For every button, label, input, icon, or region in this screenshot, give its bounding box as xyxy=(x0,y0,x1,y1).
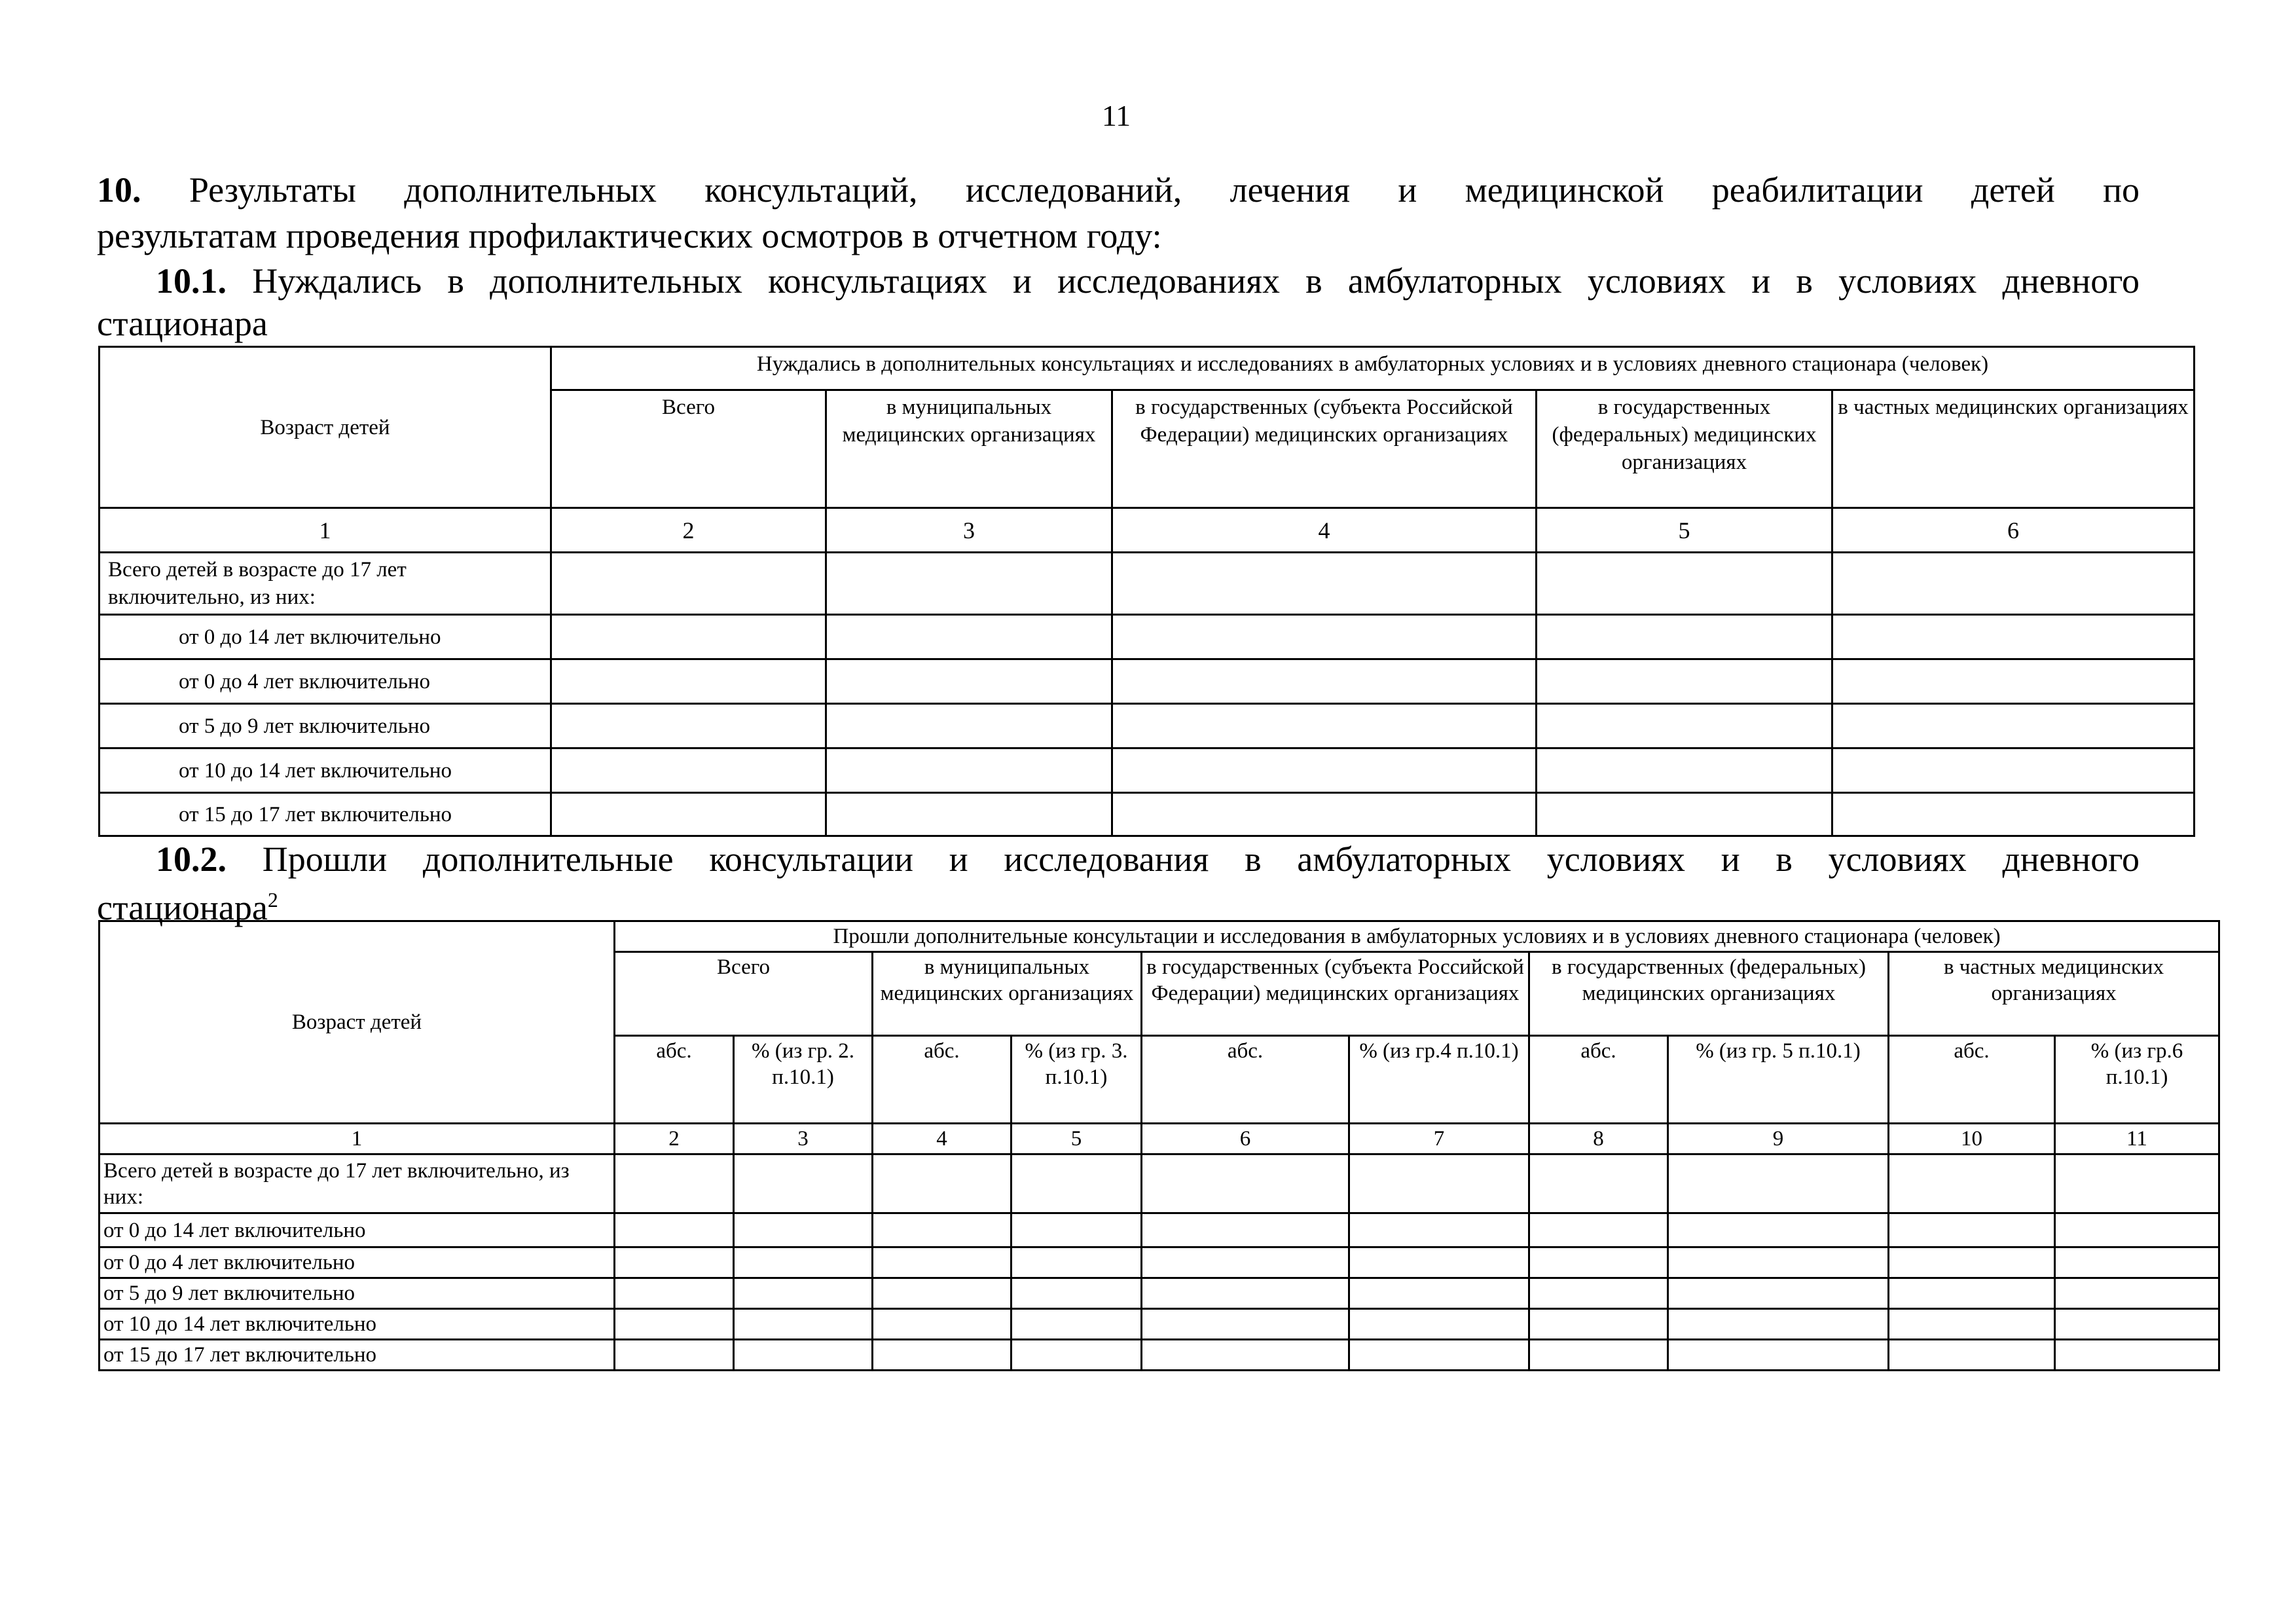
t2-cell[interactable] xyxy=(1011,1340,1142,1371)
t1-cell[interactable] xyxy=(1112,793,1537,836)
t2-col-municipal: в муниципальных медицинских организациях xyxy=(873,952,1142,1036)
t2-cell[interactable] xyxy=(734,1247,873,1278)
t1-cell[interactable] xyxy=(1537,615,1832,659)
t1-cell[interactable] xyxy=(826,553,1112,615)
t2-cell[interactable] xyxy=(1889,1278,2055,1309)
t2-cell[interactable] xyxy=(734,1213,873,1247)
t2-cell[interactable] xyxy=(1529,1154,1668,1213)
t1-row-label: от 0 до 4 лет включительно xyxy=(100,659,551,704)
t2-cell[interactable] xyxy=(1142,1278,1349,1309)
t2-colnum: 7 xyxy=(1349,1124,1529,1154)
t2-colnum: 10 xyxy=(1889,1124,2055,1154)
t1-group-header: Нуждались в дополнительных консультациях и исследованиях в амбулаторных условиях и в условиях дневного стационара (человек) xyxy=(551,347,2195,390)
t2-cell[interactable] xyxy=(2055,1247,2219,1278)
t1-cell[interactable] xyxy=(826,659,1112,704)
t1-colnum: 2 xyxy=(551,508,826,553)
t2-cell[interactable] xyxy=(2055,1340,2219,1371)
t2-cell[interactable] xyxy=(734,1340,873,1371)
t1-row-label: Всего детей в возрасте до 17 лет включительно, из них: xyxy=(100,553,551,615)
t1-col-private: в частных медицинских организациях xyxy=(1832,390,2195,508)
t1-cell[interactable] xyxy=(551,793,826,836)
t2-cell[interactable] xyxy=(1529,1213,1668,1247)
t2-cell[interactable] xyxy=(2055,1309,2219,1340)
t2-colnum: 3 xyxy=(734,1124,873,1154)
t2-cell[interactable] xyxy=(615,1278,734,1309)
t2-cell[interactable] xyxy=(873,1213,1011,1247)
t2-abs-header: абс. xyxy=(1889,1036,2055,1124)
t2-cell[interactable] xyxy=(1529,1309,1668,1340)
t1-cell[interactable] xyxy=(551,553,826,615)
t2-cell[interactable] xyxy=(1142,1154,1349,1213)
t2-cell[interactable] xyxy=(1011,1278,1142,1309)
t1-row-label: от 15 до 17 лет включительно xyxy=(100,793,551,836)
t2-pct-header: % (из гр.6 п.10.1) xyxy=(2055,1036,2219,1124)
t2-col-private: в частных медицинских организациях xyxy=(1889,952,2219,1036)
t2-cell[interactable] xyxy=(1349,1154,1529,1213)
t1-cell[interactable] xyxy=(551,615,826,659)
t1-colnum: 5 xyxy=(1537,508,1832,553)
section-10-number: 10. xyxy=(97,170,141,210)
t2-cell[interactable] xyxy=(1142,1247,1349,1278)
t2-colnum: 11 xyxy=(2055,1124,2219,1154)
t2-row-label: от 0 до 4 лет включительно xyxy=(100,1247,615,1278)
t1-cell[interactable] xyxy=(1112,659,1537,704)
t2-cell[interactable] xyxy=(1011,1309,1142,1340)
t2-row-label: от 15 до 17 лет включительно xyxy=(100,1340,615,1371)
footnote-marker: 2 xyxy=(267,888,278,912)
t2-cell[interactable] xyxy=(1668,1340,1889,1371)
t1-col-state-federal: в государственных (федеральных) медицинских организациях xyxy=(1537,390,1832,508)
table-10-2 xyxy=(98,920,2220,1371)
t2-cell[interactable] xyxy=(1349,1340,1529,1371)
t2-cell[interactable] xyxy=(2055,1213,2219,1247)
t1-cell[interactable] xyxy=(1537,748,1832,793)
t2-cell[interactable] xyxy=(1011,1154,1142,1213)
t2-group-header: Прошли дополнительные консультации и исследования в амбулаторных условиях и в условиях дневного стационара (человек) xyxy=(615,921,2219,952)
t1-cell[interactable] xyxy=(551,748,826,793)
t1-cell[interactable] xyxy=(1112,704,1537,748)
t1-cell[interactable] xyxy=(1112,748,1537,793)
t2-col-state-subject: в государственных (субъекта Российской Федерации) медицинских организациях xyxy=(1142,952,1529,1036)
t2-cell[interactable] xyxy=(873,1154,1011,1213)
section-10-1-title-line2: стационара xyxy=(97,304,268,343)
t2-abs-header: абс. xyxy=(1142,1036,1349,1124)
t2-cell[interactable] xyxy=(1668,1213,1889,1247)
t2-pct-header: % (из гр.4 п.10.1) xyxy=(1349,1036,1529,1124)
t2-cell[interactable] xyxy=(873,1340,1011,1371)
t1-cell[interactable] xyxy=(1832,748,2195,793)
t2-cell[interactable] xyxy=(1529,1340,1668,1371)
t2-colnum: 9 xyxy=(1668,1124,1889,1154)
t1-cell[interactable] xyxy=(551,659,826,704)
t1-cell[interactable] xyxy=(826,704,1112,748)
page-number: 11 xyxy=(1101,99,1131,132)
t1-age-header: Возраст детей xyxy=(100,347,551,508)
t1-cell[interactable] xyxy=(1112,615,1537,659)
t2-cell[interactable] xyxy=(1349,1213,1529,1247)
table-10-1 xyxy=(98,346,2195,837)
t2-cell[interactable] xyxy=(615,1154,734,1213)
t1-colnum: 3 xyxy=(826,508,1112,553)
t1-cell[interactable] xyxy=(1832,615,2195,659)
t2-cell[interactable] xyxy=(615,1340,734,1371)
t2-cell[interactable] xyxy=(1011,1213,1142,1247)
t2-colnum: 1 xyxy=(100,1124,615,1154)
t2-cell[interactable] xyxy=(1668,1154,1889,1213)
section-10-2-number: 10.2. xyxy=(156,840,227,879)
t2-colnum: 5 xyxy=(1011,1124,1142,1154)
t2-col-state-federal: в государственных (федеральных) медицинских организациях xyxy=(1529,952,1889,1036)
t1-cell[interactable] xyxy=(1832,659,2195,704)
t2-cell[interactable] xyxy=(734,1309,873,1340)
t1-col-state-subject: в государственных (субъекта Российской Федерации) медицинских организациях xyxy=(1112,390,1537,508)
t2-cell[interactable] xyxy=(1889,1309,2055,1340)
t2-cell[interactable] xyxy=(873,1247,1011,1278)
t2-row-label: от 0 до 14 лет включительно xyxy=(100,1213,615,1247)
t1-colnum: 1 xyxy=(100,508,551,553)
t1-colnum: 4 xyxy=(1112,508,1537,553)
section-10-1-text-line1: Нуждались в дополнительных консультациях и исследованиях в амбулаторных условиях и в условиях дневного xyxy=(252,261,2140,301)
t2-cell[interactable] xyxy=(734,1154,873,1213)
section-10-2-text-line2: стационара xyxy=(97,888,268,927)
t2-cell[interactable] xyxy=(2055,1154,2219,1213)
t1-cell[interactable] xyxy=(826,748,1112,793)
t1-row-label: от 5 до 9 лет включительно xyxy=(100,704,551,748)
t1-cell[interactable] xyxy=(1832,553,2195,615)
t1-cell[interactable] xyxy=(1112,553,1537,615)
t2-cell[interactable] xyxy=(1889,1247,2055,1278)
t1-cell[interactable] xyxy=(1832,704,2195,748)
t2-abs-header: абс. xyxy=(1529,1036,1668,1124)
t1-cell[interactable] xyxy=(551,704,826,748)
t2-cell[interactable] xyxy=(1668,1309,1889,1340)
t2-colnum: 6 xyxy=(1142,1124,1349,1154)
t1-cell[interactable] xyxy=(826,793,1112,836)
t2-cell[interactable] xyxy=(1889,1340,2055,1371)
t2-row-label: от 10 до 14 лет включительно xyxy=(100,1309,615,1340)
t2-pct-header: % (из гр. 5 п.10.1) xyxy=(1668,1036,1889,1124)
t2-cell[interactable] xyxy=(873,1278,1011,1309)
t2-cell[interactable] xyxy=(1349,1309,1529,1340)
t1-row-label: от 10 до 14 лет включительно xyxy=(100,748,551,793)
t1-cell[interactable] xyxy=(1832,793,2195,836)
t2-col-total: Всего xyxy=(615,952,873,1036)
t2-cell[interactable] xyxy=(1668,1247,1889,1278)
t2-colnum: 4 xyxy=(873,1124,1011,1154)
t1-cell[interactable] xyxy=(1537,793,1832,836)
section-10-text-line1: Результаты дополнительных консультаций, исследований, лечения и медицинской реабилитации детей по xyxy=(189,170,2140,210)
t2-cell[interactable] xyxy=(1668,1278,1889,1309)
t2-row-label: Всего детей в возрасте до 17 лет включительно, из них: xyxy=(100,1154,615,1213)
t2-row-label: от 5 до 9 лет включительно xyxy=(100,1278,615,1309)
t1-col-municipal: в муниципальных медицинских организациях xyxy=(826,390,1112,508)
t1-col-total: Всего xyxy=(551,390,826,508)
t2-pct-header: % (из гр. 2. п.10.1) xyxy=(734,1036,873,1124)
section-10-title-line1 xyxy=(97,168,2140,212)
t2-cell[interactable] xyxy=(734,1278,873,1309)
t2-cell[interactable] xyxy=(2055,1278,2219,1309)
t1-row-label: от 0 до 14 лет включительно xyxy=(100,615,551,659)
t1-cell[interactable] xyxy=(1537,659,1832,704)
section-10-1-title-line1 xyxy=(97,259,2140,303)
t2-cell[interactable] xyxy=(615,1213,734,1247)
section-10-title-line2: результатам проведения профилактических осмотров в отчетном году: xyxy=(97,216,1162,255)
t2-colnum: 2 xyxy=(615,1124,734,1154)
t1-colnum: 6 xyxy=(1832,508,2195,553)
t1-cell[interactable] xyxy=(826,615,1112,659)
t2-cell[interactable] xyxy=(1011,1247,1142,1278)
t2-cell[interactable] xyxy=(1529,1247,1668,1278)
t2-cell[interactable] xyxy=(1142,1309,1349,1340)
t2-abs-header: абс. xyxy=(615,1036,734,1124)
t1-cell[interactable] xyxy=(1537,704,1832,748)
t2-cell[interactable] xyxy=(1349,1247,1529,1278)
t2-colnum: 8 xyxy=(1529,1124,1668,1154)
section-10-2-title-line1 xyxy=(97,837,2140,881)
t2-cell[interactable] xyxy=(615,1247,734,1278)
t2-cell[interactable] xyxy=(1889,1154,2055,1213)
section-10-1-number: 10.1. xyxy=(156,261,227,301)
t2-cell[interactable] xyxy=(1349,1278,1529,1309)
t2-cell[interactable] xyxy=(1142,1340,1349,1371)
t2-cell[interactable] xyxy=(1142,1213,1349,1247)
t2-abs-header: абс. xyxy=(873,1036,1011,1124)
t2-cell[interactable] xyxy=(873,1309,1011,1340)
t2-cell[interactable] xyxy=(1529,1278,1668,1309)
t2-age-header: Возраст детей xyxy=(100,921,615,1124)
section-10-2-text-line1: Прошли дополнительные консультации и исследования в амбулаторных условиях и в условиях дневного xyxy=(262,840,2140,879)
t2-cell[interactable] xyxy=(615,1309,734,1340)
t1-cell[interactable] xyxy=(1537,553,1832,615)
t2-cell[interactable] xyxy=(1889,1213,2055,1247)
t2-pct-header: % (из гр. 3. п.10.1) xyxy=(1011,1036,1142,1124)
